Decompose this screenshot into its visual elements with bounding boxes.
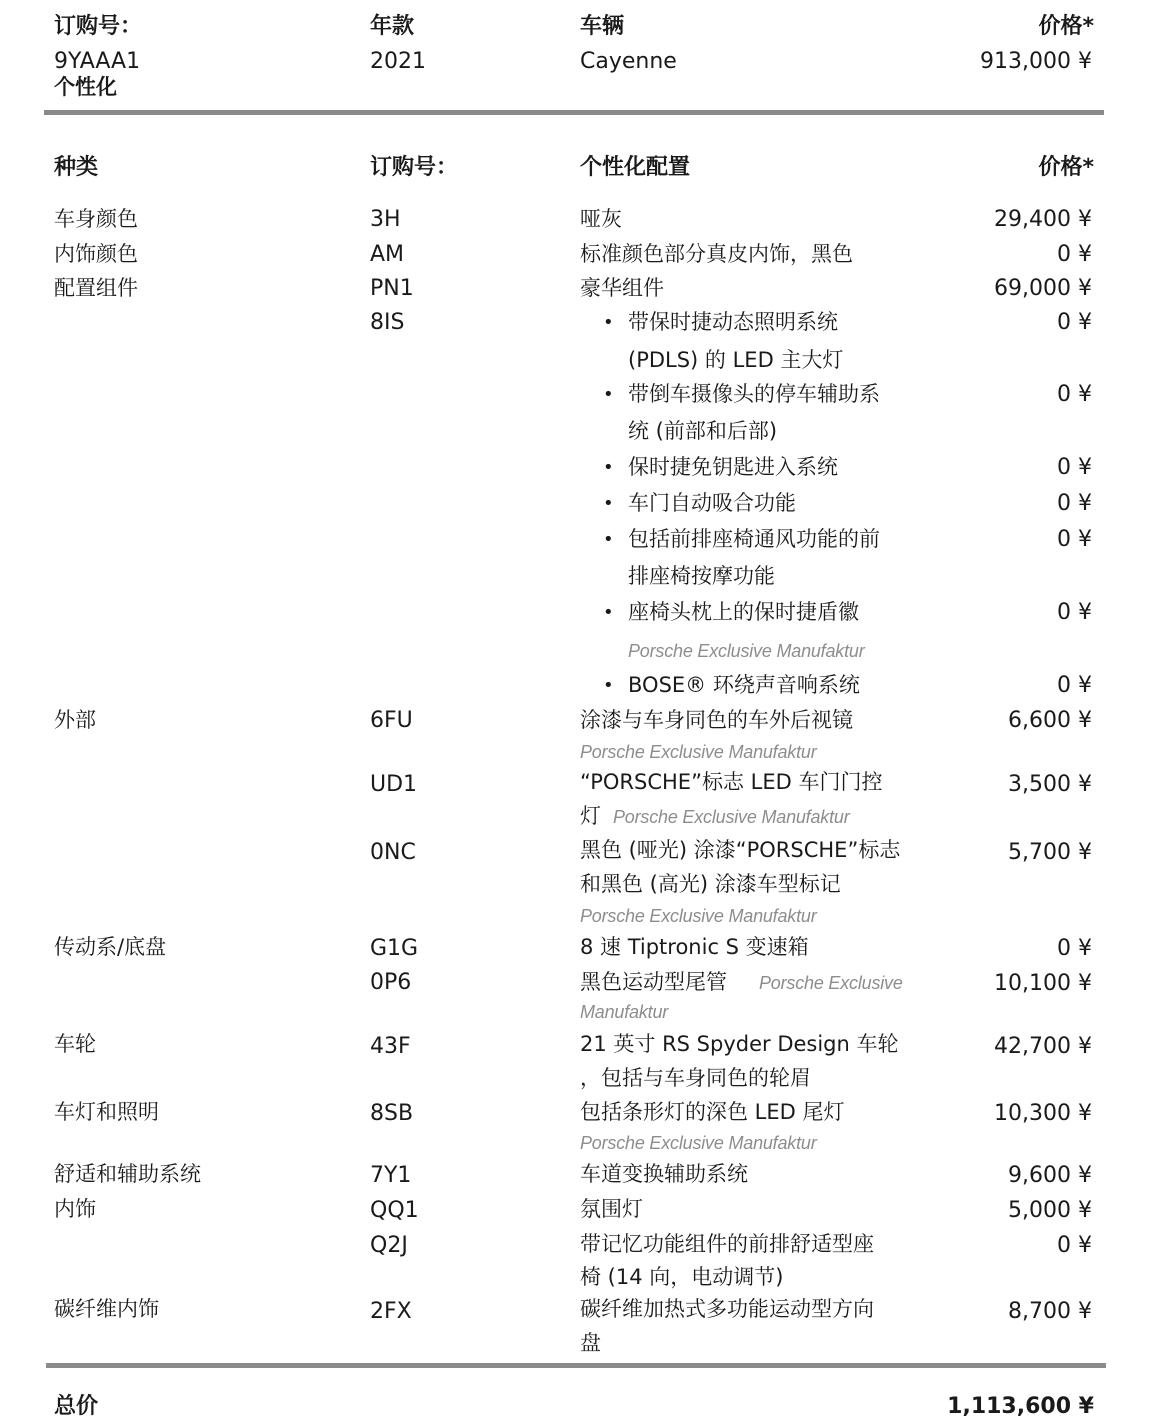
option-code: 7Y1 — [370, 1163, 412, 1188]
package-item-text: BOSE® 环绕声音响系统 — [628, 673, 860, 697]
model-year-label: 年款 — [370, 14, 415, 39]
option-desc: 椅 (14 向，电动调节) — [580, 1265, 784, 1289]
option-price: 5,700 ¥ — [1008, 840, 1092, 865]
category-wheels: 车轮 — [54, 1032, 96, 1056]
package-item-text: 排座椅按摩功能 — [628, 564, 775, 588]
option-desc: 碳纤维加热式多功能运动型方向 — [580, 1297, 874, 1321]
package-item-text: 包括前排座椅通风功能的前 — [628, 527, 880, 551]
package-item-text: 车门自动吸合功能 — [628, 491, 796, 515]
option-desc: 车道变换辅助系统 — [580, 1162, 748, 1186]
option-desc: 21 英寸 RS Spyder Design 车轮 — [580, 1032, 899, 1056]
base-price: 913,000 ¥ — [980, 49, 1092, 74]
option-price: 8,700 ¥ — [1008, 1299, 1092, 1324]
option-price: 0 ¥ — [1057, 936, 1092, 961]
option-price: 42,700 ¥ — [994, 1034, 1092, 1059]
option-code: 6FU — [370, 708, 413, 733]
brand-tag: Porsche Exclusive — [759, 973, 903, 993]
header-divider — [44, 110, 1104, 115]
option-price: 6,600 ¥ — [1008, 708, 1092, 733]
option-desc: 涂漆与车身同色的车外后视镜 — [580, 708, 853, 732]
option-desc: “PORSCHE”标志 LED 车门门控 — [580, 770, 883, 794]
package-sub-code: 8IS — [370, 310, 405, 335]
brand-tag: Porsche Exclusive Manufaktur — [580, 906, 817, 926]
price-col-header: 价格* — [1038, 155, 1094, 180]
option-code: PN1 — [370, 276, 414, 301]
package-item-price: 0 ¥ — [1057, 600, 1092, 625]
category-carbon: 碳纤维内饰 — [54, 1297, 159, 1321]
option-code: 8SB — [370, 1101, 414, 1126]
option-desc: 黑色运动型尾管 — [580, 970, 727, 994]
package-item-text: 带倒车摄像头的停车辅助系 — [628, 382, 880, 406]
option-desc: 和黑色 (高光) 涂漆车型标记 — [580, 872, 841, 896]
config-col-header: 个性化配置 — [580, 155, 691, 180]
option-code: UD1 — [370, 772, 418, 797]
category-interior: 内饰 — [54, 1197, 96, 1221]
package-item-text: 座椅头枕上的保时捷盾徽 — [628, 600, 859, 624]
category-drivetrain: 传动系/底盘 — [54, 935, 167, 959]
option-code: 3H — [370, 207, 401, 232]
package-item-text: (PDLS) 的 LED 主大灯 — [628, 348, 844, 372]
vehicle-name: Cayenne — [580, 49, 677, 74]
category-exterior: 外部 — [54, 708, 96, 732]
category-package: 配置组件 — [54, 276, 138, 300]
option-desc: 灯 — [580, 804, 601, 828]
option-desc: 黑色 (哑光) 涂漆“PORSCHE”标志 — [580, 838, 901, 862]
brand-tag: Porsche Exclusive Manufaktur — [628, 641, 865, 661]
category-interior-color: 内饰颜色 — [54, 242, 138, 266]
option-code: 0NC — [370, 840, 416, 865]
brand-tag: Porsche Exclusive Manufaktur — [613, 807, 850, 827]
option-code: 0P6 — [370, 970, 412, 995]
option-desc: 8 速 Tiptronic S 变速箱 — [580, 935, 809, 959]
option-price: 0 ¥ — [1057, 242, 1092, 267]
package-item-text: 统 (前部和后部) — [628, 419, 778, 443]
brand-tag: Porsche Exclusive Manufaktur — [580, 1133, 817, 1153]
option-desc: 带记忆功能组件的前排舒适型座 — [580, 1232, 874, 1256]
category-paint: 车身颜色 — [54, 207, 138, 231]
bullet-icon: • — [603, 675, 614, 696]
package-item-price: 0 ¥ — [1057, 673, 1092, 698]
option-desc: 标准颜色部分真皮内饰，黑色 — [580, 242, 853, 266]
option-price: 0 ¥ — [1057, 1233, 1092, 1258]
package-item-price: 0 ¥ — [1057, 382, 1092, 407]
bullet-icon: • — [603, 312, 614, 333]
package-item-price: 0 ¥ — [1057, 455, 1092, 480]
category-col-header: 种类 — [54, 155, 99, 180]
bullet-icon: • — [603, 493, 614, 514]
code-col-header: 订购号： — [370, 155, 459, 180]
total-label: 总价 — [54, 1394, 99, 1419]
package-item-price: 0 ¥ — [1057, 491, 1092, 516]
option-desc: 包括条形灯的深色 LED 尾灯 — [580, 1100, 845, 1124]
bullet-icon: • — [603, 457, 614, 478]
option-code: 2FX — [370, 1299, 412, 1324]
option-code: G1G — [370, 936, 419, 961]
order-number-label: 订购号： — [54, 14, 143, 39]
package-item-text: 带保时捷动态照明系统 — [628, 310, 838, 334]
package-item-price: 0 ¥ — [1057, 310, 1092, 335]
category-assist: 舒适和辅助系统 — [54, 1162, 201, 1186]
brand-tag: Manufaktur — [580, 1002, 669, 1022]
total-price: 1,113,600 ¥ — [947, 1394, 1094, 1419]
option-desc: ，包括与车身同色的轮眉 — [580, 1066, 811, 1090]
option-desc: 豪华组件 — [580, 276, 664, 300]
package-item-text: 保时捷免钥匙进入系统 — [628, 455, 838, 479]
option-desc: 哑灰 — [580, 207, 622, 231]
option-price: 69,000 ¥ — [994, 276, 1092, 301]
total-divider — [46, 1363, 1106, 1368]
option-price: 9,600 ¥ — [1008, 1163, 1092, 1188]
bullet-icon: • — [603, 602, 614, 623]
option-price: 3,500 ¥ — [1008, 772, 1092, 797]
option-price: 10,100 ¥ — [994, 971, 1092, 996]
model-year: 2021 — [370, 49, 426, 74]
bullet-icon: • — [603, 529, 614, 550]
option-code: 43F — [370, 1034, 411, 1059]
package-item-price: 0 ¥ — [1057, 527, 1092, 552]
option-price: 29,400 ¥ — [994, 207, 1092, 232]
option-code: Q2J — [370, 1233, 408, 1258]
option-code: QQ1 — [370, 1198, 419, 1223]
option-desc: 氛围灯 — [580, 1197, 643, 1221]
price-label: 价格* — [1038, 14, 1094, 39]
order-note: 个性化 — [54, 75, 117, 99]
option-desc: 盘 — [580, 1331, 601, 1355]
option-price: 5,000 ¥ — [1008, 1198, 1092, 1223]
option-price: 10,300 ¥ — [994, 1101, 1092, 1126]
option-code: AM — [370, 242, 405, 267]
bullet-icon: • — [603, 384, 614, 405]
brand-tag: Porsche Exclusive Manufaktur — [580, 742, 817, 762]
vehicle-label: 车辆 — [580, 14, 625, 39]
category-lights: 车灯和照明 — [54, 1100, 159, 1124]
order-code: 9YAAA1 — [54, 49, 141, 74]
